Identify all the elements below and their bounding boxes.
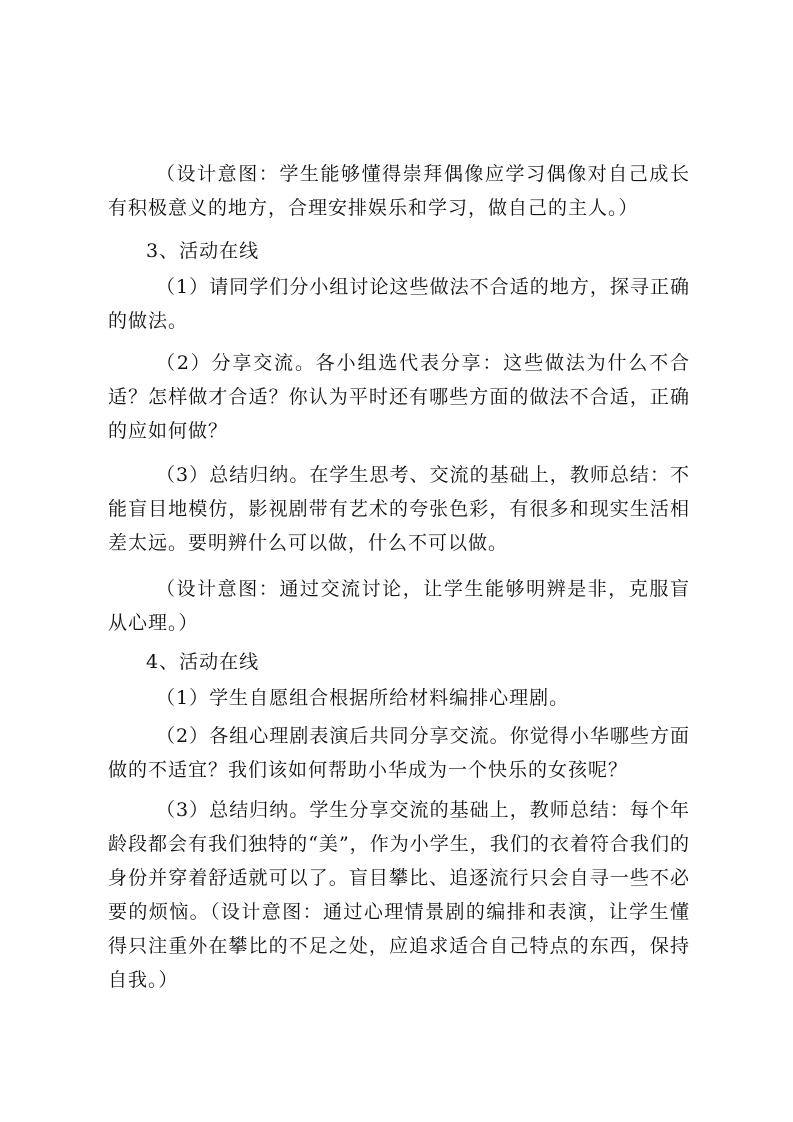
step-2-paragraph: （2）分享交流。各小组选代表分享：这些做法为什么不合适？怎样做才合适？你认为平时还有哪些方面的做法不合适，正确的应如何做？: [108, 352, 690, 442]
section-heading-4: 4、活动在线: [146, 651, 260, 673]
design-intent-paragraph-1: （设计意图：学生能够懂得崇拜偶像应学习偶像对自己成长有积极意义的地方，合理安排娱乐和学习，做自己的主人。）: [108, 163, 690, 219]
step-3-paragraph: （3）总结归纳。在学生思考、交流的基础上，教师总结：不能盲目地模仿，影视剧带有艺术的夸张色彩，有很多和现实生活相差太远。要明辨什么可以做，什么不可以做。: [108, 464, 690, 554]
step-1-paragraph: （1）请同学们分小组讨论这些做法不合适的地方，探寻正确的做法。: [108, 276, 690, 332]
section-heading-3: 3、活动在线: [146, 240, 260, 262]
design-intent-paragraph-2: （设计意图：通过交流讨论，让学生能够明辨是非，克服盲从心理。）: [108, 578, 690, 634]
step-4-1-paragraph: （1）学生自愿组合根据所给材料编排心理剧。: [156, 687, 570, 709]
step-4-2-paragraph: （2）各组心理剧表演后共同分享交流。你觉得小华哪些方面做的不适宜？我们该如何帮助小华成为一个快乐的女孩呢？: [108, 725, 690, 781]
step-4-3-paragraph: （3）总结归纳。学生分享交流的基础上，教师总结：每个年龄段都会有我们独特的“美”，作为小学生，我们的衣着符合我们的身份并穿着舒适就可以了。盲目攀比、追逐流行只会自寻一些不必要的烦恼。（设计意图：通过心理情景剧的编排和表演，让学生懂得只注重外在攀比的不足之处，应追求适合自己特点的东西，保持自我。）: [108, 799, 690, 991]
